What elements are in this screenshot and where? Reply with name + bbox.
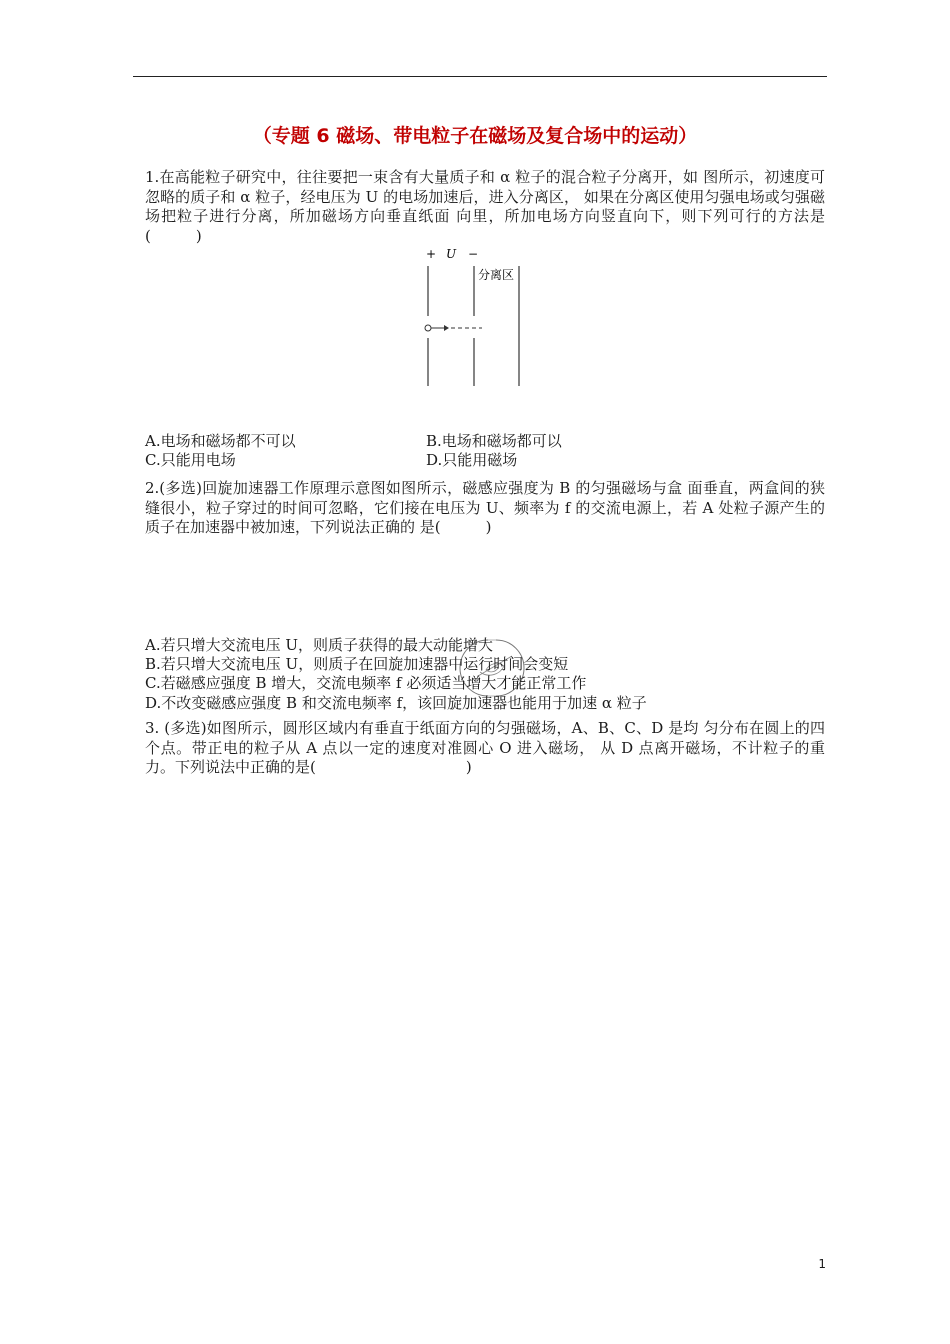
- q1-option-d: D.只能用磁场: [426, 451, 518, 469]
- plus-label: +: [426, 247, 437, 261]
- minus-label: −: [468, 247, 479, 261]
- q2-option-b: B.若只增大交流电压 U，则质子在回旋加速器中运行时间会变短: [145, 655, 569, 673]
- q2-option-c: C.若磁感应强度 B 增大，交流电频率 f 必须适当增大才能正常工作: [145, 674, 587, 692]
- q1-option-c: C.只能用电场: [145, 451, 236, 469]
- question-1-text: 1.在高能粒子研究中，往往要把一束含有大量质子和 α 粒子的混合粒子分离开，如 图所示，初速度可忽略的质子和 α 粒子，经电压为 U 的电场加速后，进入分离区， 如果在分离区使用匀强电场或匀强磁场把粒子进行分离，所加磁场方向垂直纸面 向里，所加电场方向竖直向下，则下列可行的方法是( ): [145, 168, 825, 245]
- question-2-text: 2.(多选)回旋加速器工作原理示意图如图所示，磁感应强度为 B 的匀强磁场与盒 面垂直，两盒间的狭缝很小，粒子穿过的时间可忽略，它们接在电压为 U、频率为 f 的交流电源上，若 A 处粒子源产生的质子在加速器中被加速，下列说法正确的 是( ): [145, 479, 825, 536]
- separation-diagram: [418, 246, 528, 392]
- q1-option-b: B.电场和磁场都可以: [426, 432, 562, 450]
- q1-option-a: A.电场和磁场都不可以: [145, 432, 296, 450]
- separation-region-label: 分离区: [478, 268, 515, 282]
- question-3-text: 3. (多选)如图所示，圆形区域内有垂直于纸面方向的匀强磁场，A、B、C、D 是均 匀分布在圆上的四个点。带正电的粒子从 A 点以一定的速度对准圆心 O 进入磁场， 从 D 点离开磁场，不计粒子的重力。下列说法中正确的是( ): [145, 719, 825, 776]
- q2-option-a: A.若只增大交流电压 U，则质子获得的最大动能增大: [145, 636, 494, 654]
- voltage-label: U: [446, 247, 457, 261]
- header-rule: [133, 76, 827, 77]
- q2-option-d: D.不改变磁感应强度 B 和交流电频率 f，该回旋加速器也能用于加速 α 粒子: [145, 694, 647, 712]
- page-number: 1: [818, 1257, 826, 1271]
- page-title: （专题 6 磁场、带电粒子在磁场及复合场中的运动）: [252, 125, 698, 147]
